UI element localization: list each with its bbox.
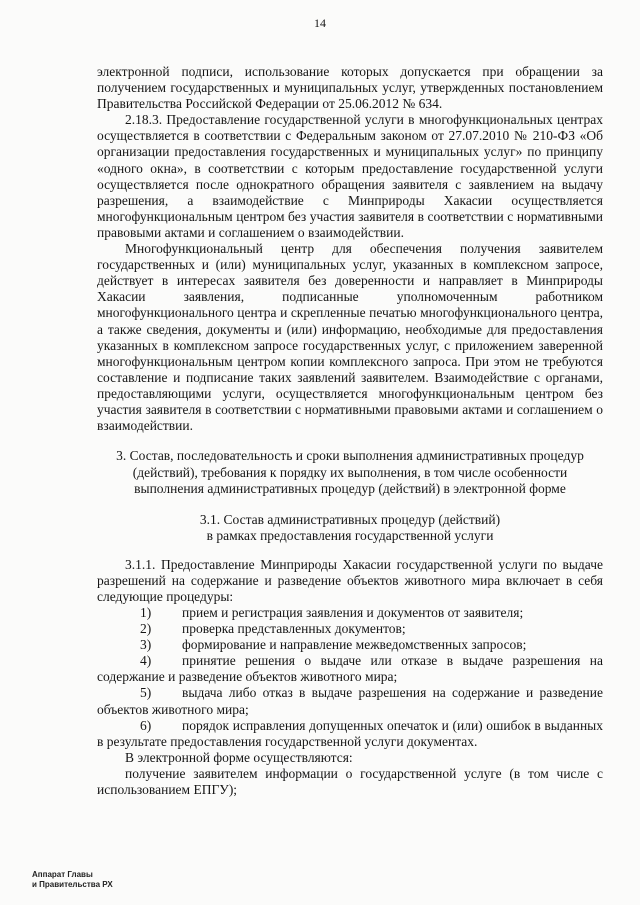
procedure-number: 3) [140,637,152,653]
paragraph-electronic-item: получение заявителем информации о государственной услуге (в том числе с использованием ЕПГУ); [97,765,603,797]
paragraph-3-1-1: 3.1.1. Предоставление Минприроды Хакасии государственной услуги по выдаче разрешений на содержание и разведение объектов животного мира включает в себя следующие процедуры: [97,556,603,604]
section-3-heading-line: 3. Состав, последовательность и сроки выполнения административных процедур [116,448,584,464]
section-3-1-heading [97,512,603,545]
section-3-heading [97,448,603,498]
procedure-number: 6) [140,717,152,733]
procedure-text: выдача либо отказ в выдаче разрешения на содержание и разведение объектов животного мира; [97,685,603,717]
procedure-item [97,685,603,717]
procedure-text: формирование и направление межведомственных запросов; [182,637,527,653]
footer-stamp-line: Аппарат Главы [32,870,93,879]
footer-stamp-line: и Правительства РХ [32,880,113,889]
footer-stamp [32,870,113,890]
paragraph-electronic-intro: В электронной форме осуществляются: [125,749,353,765]
procedure-text: проверка представленных документов; [182,621,406,637]
procedure-item [97,718,603,750]
procedure-number: 5) [140,685,152,701]
procedure-number: 4) [140,653,152,669]
section-3-1-heading-line: в рамках предоставления государственной услуги [206,528,494,544]
paragraph-signature-continuation: электронной подписи, использование которых допускается при обращении за получением государственных и муниципальных услуг, утвержденных постановлением Правительства Российской Федерации от 25.06.2012 № 634. [97,64,603,112]
page-number: 14 [314,16,326,30]
section-3-1-heading-line: 3.1. Состав административных процедур (действий) [199,511,501,527]
section-3-heading-line: выполнения административных процедур (действий) в электронной форме [134,481,566,497]
document-body [97,64,603,798]
procedure-text: прием и регистрация заявления и документов от заявителя; [182,604,524,620]
procedure-number: 1) [140,604,152,620]
section-3-heading-line: (действий), требования к порядку их выполнения, в том числе особенности [132,464,568,480]
procedure-text: порядок исправления допущенных опечаток и (или) ошибок в выданных в результате предоставления государственной услуги документах. [97,717,603,749]
procedure-item [97,637,603,653]
procedure-item [97,653,603,685]
procedure-number: 2) [140,621,152,637]
procedure-item [97,621,603,637]
paragraph-mfc-complex-request: Многофункциональный центр для обеспечения получения заявителем государственных и (или) муниципальных услуг, указанных в комплексном запросе, действует в интересах заявителя без доверенности и направляет в Минприроды Хакасии заявления, подписанные уполномоченным работником многофункционального центра и скрепленные печатью многофункционального центра, а также сведения, документы и (или) информацию, необходимые для предоставления указанных в комплексном запросе государственных услуг, с приложением заверенной многофункциональным центром копии комплексного запроса. При этом не требуются составление и подписание таких заявлений заявителем. Взаимодействие с органами, предоставляющими услуги, осуществляется многофункциональным центром без участия заявителя в соответствии с нормативными правовыми актами и соглашением о взаимодействии. [97,241,603,434]
procedure-text: принятие решения о выдаче или отказе в выдаче разрешения на содержание и разведение объектов животного мира; [97,653,603,685]
paragraph-2-18-3: 2.18.3. Предоставление государственной услуги в многофункциональных центрах осуществляется в соответствии с Федеральным законом от 27.07.2010 № 210-ФЗ «Об организации предоставления государственных и муниципальных услуг» по принципу «одного окна», в соответствии с которым предоставление государственной услуги осуществляется после однократного обращения заявителя с заявлением на выдачу разрешения, а взаимодействие с Минприроды Хакасии осуществляется многофункциональным центром без участия заявителя в соответствии с нормативными правовыми актами и соглашением о взаимодействии. [97,112,603,240]
procedure-item [97,605,603,621]
